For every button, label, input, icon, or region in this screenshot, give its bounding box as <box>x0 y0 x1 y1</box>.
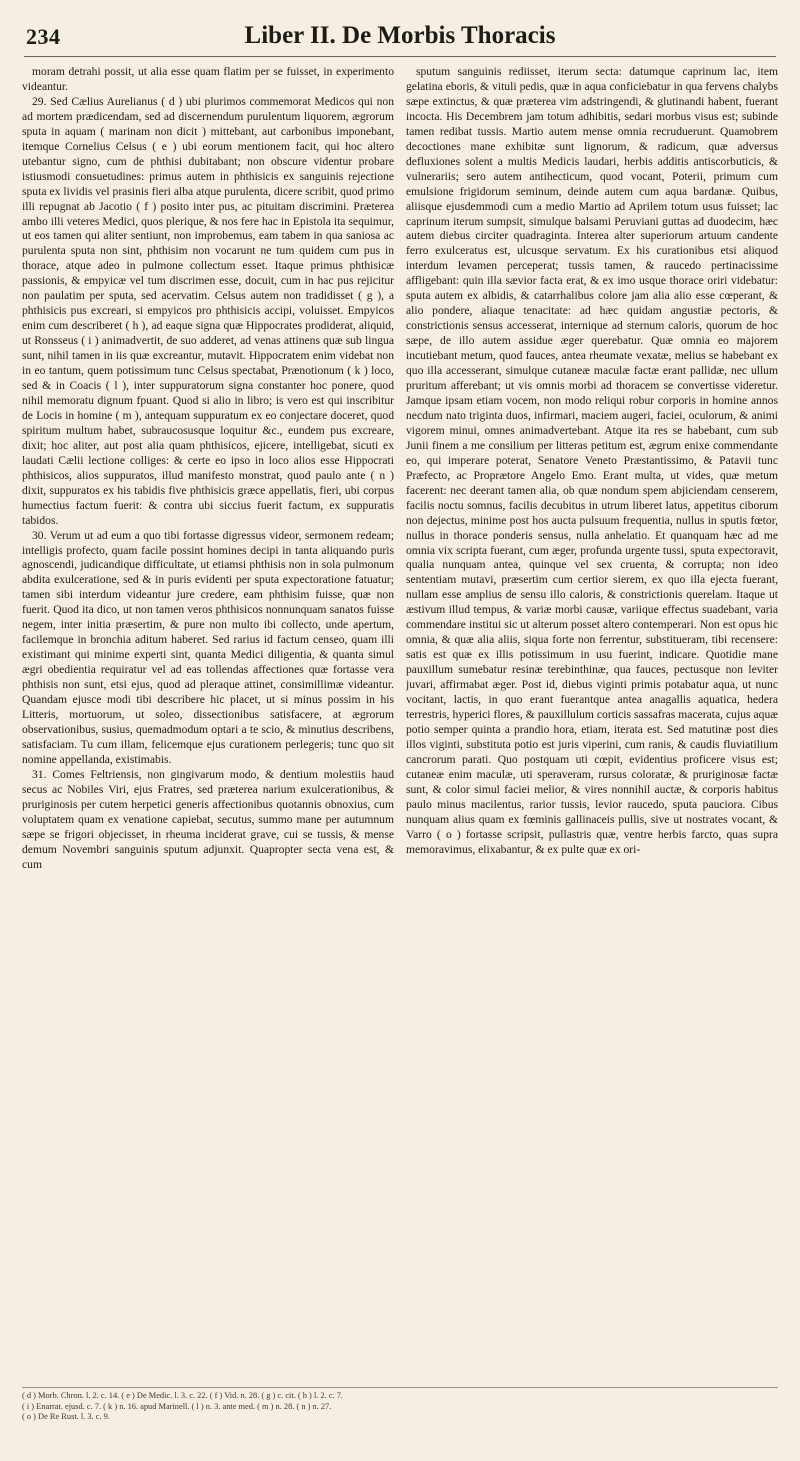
paragraph: 30. Verum ut ad eum a quo tibi fortasse digressus videor, sermonem redeam; intelligis profecto, quam facile possint homines decipi in tanta aliquando puris agnoscendi, judicandique difficultate, ut etiamsi phthisis non in sola pulmonum abdita exulceratione, sed & in puris evidenti per sputa expectoratione fatuatur; tamen sibi interdum videantur jure credere, eam phthisim fuisse, quæ non fuerit. Quod ita dico, ut non tamen veros phthisicos nonnunquam sanatos fuisse negem, inter initia præsertim, & pure non multo ibi collecto, unde apertum, facilemque in bronchia aditum haberet. Sed rarius id factum censeo, quam illi existimant qui minime experti sint, quanta Medici diligentia, & quanta simul ægri obedientia requiratur vel ad eas tollendas affectiones quæ fortasse vera phthisis non sunt, etsi ejus, quod ad pleraque attinet, consimillimæ videantur. Quandam ejusce modi tibi describere hic placet, ut si minus possim in his Litteris, mortuorum, ut soleo, dissectionibus satisfacere, at ægrorum observationibus, susius, quemadmodum optari a te scio, & minutius describens, satisfaciam. Tu cum illam, felicemque ejus curationem perlegeris; tunc quo sit nomine appellanda, existimabis. <box>22 528 394 766</box>
text-columns <box>22 65 778 1383</box>
footnote-line: ( i ) Enarrat. ejusd. c. 7. ( k ) n. 16. apud Marinell. ( l ) n. 3. ante med. ( m ) n. 28. ( n ) n. 27. <box>22 1401 332 1411</box>
footnote-line: ( d ) Morb. Chron. l. 2. c. 14. ( e ) De Medic. l. 3. c. 22. ( f ) Vid. n. 28. ( g ) c. cit. ( h ) l. 2. c. 7. <box>22 1391 344 1400</box>
footnote-line: ( o ) De Re Rust. l. 3. c. 9. <box>22 1412 110 1421</box>
paragraph: 29. Sed Cælius Aurelianus ( d ) ubi plurimos commemorat Medicos qui non ad mortem prædicendam, sed ad discernendum purulentum liquorem, ægrorum sputa in aquam ( marinam non dicit ) mittebant, aut carbonibus imponebant, itemque Cornelius Celsus ( e ) ubi eorum mentionem facit, qui hoc altero utebantur signo, cum de phthisi dubitabant; non obscure videntur probare istiusmodi consuetudines: primus autem in phthisicis ex sanguinis rejectione sputa ex lividis vel prasinis fieri alba atque purulenta, dicere scribit, quod primo illi repugnat ab Jacotio ( f ) posito inter pus, ac pituitam discrimini. Præterea ambo illi veteres Medici, quos plerique, & nos fere hac in Epistola ita sequimur, ut eos tamen qui aliter sentiunt, non improbemus, eam tabem in qua saniosa ac purulenta sputa non sint, phthisim non vocarunt ne tum quidem cum pus in thorace, atque adeo in pulmone collectum esset. Itaque primus phthisicæ passionis, & empyicæ vel tum discrimen esse, docuit, cum in hac pus rejicitur non paulatim per sputa, sed acervatim. Celsus autem non tradidisset ( g ), a phthisicis pus excreari, si empyicos pro phthisicis accipi, voluisset. Empyicos enim cum describeret ( h ), ad eaque signa quæ Hippocrates prodiderat, aliquid, ut Ronsseus ( i ) animadvertit, de suo adderet, ad venas attinens quæ sub lingua sunt, nihil tamen in iis quæ excreantur, mutavit. Hippocratem enim videbat non in eo tantum, quem potissimum tunc Celsus spectabat, Prænotionum ( k ) loco, sed & in Coacis ( l ), inter suppuratorum signa constanter hoc ponere, quod nihil memoratu dignum fpuant. Quod si alio in libro; is vero est qui inscribitur de Locis in homine ( m ), antequam suppuratum ex eo conjectare doceret, quod spiritum multum habet, subraucosusque loquitur &c., eundem pus excreare, dixit; hoc aliter, aut post alia quam phthisicos, ejicere, intelligebat, sicuti ex laudati Cælii lectione colliges: & certe eo ipso in loco alios esse Hippocrati phthisicos, alios suppuratos, illud manifesto monstrat, quod paulo ante ( n ) dixit, suppuratos ex his tabidis five phthisicis græce appellatis, fieri, ubi corpus humectius factum fuerit: & contra ubi siccius fuerit factum, ex suppuratis tabidos. <box>22 94 394 527</box>
paragraph: 31. Comes Feltriensis, non gingivarum modo, & dentium molestiis haud secus ac Nobiles Viri, ejus Fratres, sed præterea narium exulcerationibus, & pruriginosis per cutem herpetici generis affectionibus quotannis obnoxius, cum voluptatem quam ex venatione capiebat, secutus, summo mane per autumnum sæpe se frigori objecisset, in rheuma inciderat grave, cui se tussis, & mense demum Novembri sanguinis sputum adjunxit. Quapropter secta vena est, & cum <box>22 767 394 871</box>
paragraph: moram detrahi possit, ut alia esse quam flatim per se fuisset, in experimento videantur. <box>22 65 394 93</box>
page-header <box>24 18 776 57</box>
page-number: 234 <box>26 24 61 49</box>
paragraph: sputum sanguinis rediisset, iterum secta: datumque caprinum lac, item gelatina eboris, & vituli pedis, quæ in aqua conficiebatur in qua fervens chalybs sæpe extinctus, & quæ præterea vim adstringendi, & glutinandi habent, fuerant incocta. His Decembrem jam totum adhibitis, sedari morbus visus est; subinde tamen redibat tussis. Martio autem mense omnia recruduerunt. Quamobrem decoctiones mane exhibitæ sunt lignorum, & radicum, quæ adversus defluxiones solent a multis Medicis laudari, herbis additis antiscorbuticis, & vulnerariis; sero autem antihecticum, quod vocant, Poterii, primum cum emulsione frigidorum seminum, deinde autem cum aqua bardanæ. Quibus, aliisque ejusdemmodi cum a medio Martio ad Aprilem totum usus fuisset; lac caprinum iterum sumpsit, simulque balsami Peruviani guttas ad duodecim, hæc autem diebus circiter quadraginta. Interea alter superiorum artuum candente ferro exulceratus est, ulcusque servatum. Ex his curationibus etsi aliquod interdum levamen perceperat; tussis tamen, & raucedo pertinacissime affligebant: quin illa sævior facta erat, & ex imo usque thorace oriri videbatur: sputa autem ex albidis, & catarrhalibus colore jam alia alio esse cœperant, & alio pondere, aliaque tenacitate: ad hæc quidam angustiæ pectoris, & constrictionis sensus accesserat, internique ad sternum caloris, quorum de hoc sæpe, de illo autem assidue æger querebatur. Quæ omnia eo majorem incutiebant metum, quod fauces, antea rheumate vexatæ, melius se habebant ex quo illa accesserant, simulque cutaneæ maculæ factæ erant pallidæ, nec ullum pruritum afferebant; ut vis omnis morbi ad thoracem se convertisse videretur. Jamque ipsam etiam vocem, non modo reliqui robur corporis in homine annos necdum nato triginta duos, infirmari, maciem augeri, faciei, oculorum, & animi vigorem minui, omnes animadvertebant. Atque ita res se habebant, cum sub Junii finem a me consilium per litteras petitum est, ægrum enixe commendante eo, qui imperare poterat, Senatore Veneto Præstantissimo, & Patavii tunc Præfecto, ac Proprætore Angelo Emo. Erant multa, ut vides, quæ metum facerent: nec deerant tamen alia, ob quæ nondum spem abjiciendam censerem, facilis noctu somnus, facilis decubitus in utrum liberet latus, appetitus ciborum non dejectus, minime post hos aucta pulsuum frequentia, nullus in sputis fœtor, nullus in thorace ponderis sensus, nulla anhelatio. Et quanquam hæc ad me omnia vix scripta fuerant, cum æger, profunda urgente tussi, sputa expectoravit, qualia nunquam antea, quinque vel sex cruenta, & corrupta; non ideo sententiam mutavi, præsertim cum certior sierem, ex quo illa ejecta fuerant, nullam esse amplius de sensu illo caloris, & constrictionis querelam. Itaque ut æstivum illud tempus, & variæ morbi causæ, variique effectus suadebant, varia commendare institui sic ut alterum posset altero contemperari. Non est opus hic omnia, & quæ alia aliis, siqua forte non ferrentur, substitueram, tibi recensere: satis est quæ ex illis potissimum in usu fuerint, indicare. Quotidie mane pauxillum sumebatur resinæ terebinthinæ, qua fauces, pectusque non leviter juvari, affirmabat æger. Post id, diebus viginti primis potabatur aqua, ut nunc vocitant, lactis, in quo erant fuerantque antea anagallis aquatica, hedera terrestris, hyperici flores, & pauxillulum corticis sassafras macerata, cujus aquæ potio semper quinta a prandio hora, etiam, iterata est. Sed matutinæ post dies illos viginti, substituta potio est juris viperini, cum ranis, & caudis fluviatilium cancrorum parati. Quo postquam uti cœpit, evidentius proficere visus est; cutaneæ enim maculæ, uti speraveram, rursus coloratæ, & pruriginosæ factæ sunt, & color simul faciei melior, & vires nonnihil auctæ, & corporis habitus paulo minus macilentus, rarior tussis, levior raucedo, sputa pauciora. Cibus nunquam alius quam ex fœminis gallinaceis pullis, sive ut nostrates vocant, & Varro ( o ) fortasse scripsit, pullastris quæ, ventre herbis farcto, quas supra memoravimus, elixabantur, & ex pulte quæ ex ori- <box>406 65 778 856</box>
left-column <box>22 65 394 1383</box>
footnotes <box>22 1387 778 1423</box>
right-column <box>406 65 778 1383</box>
running-head: Liber II. De Morbis Thoracis <box>244 22 556 49</box>
